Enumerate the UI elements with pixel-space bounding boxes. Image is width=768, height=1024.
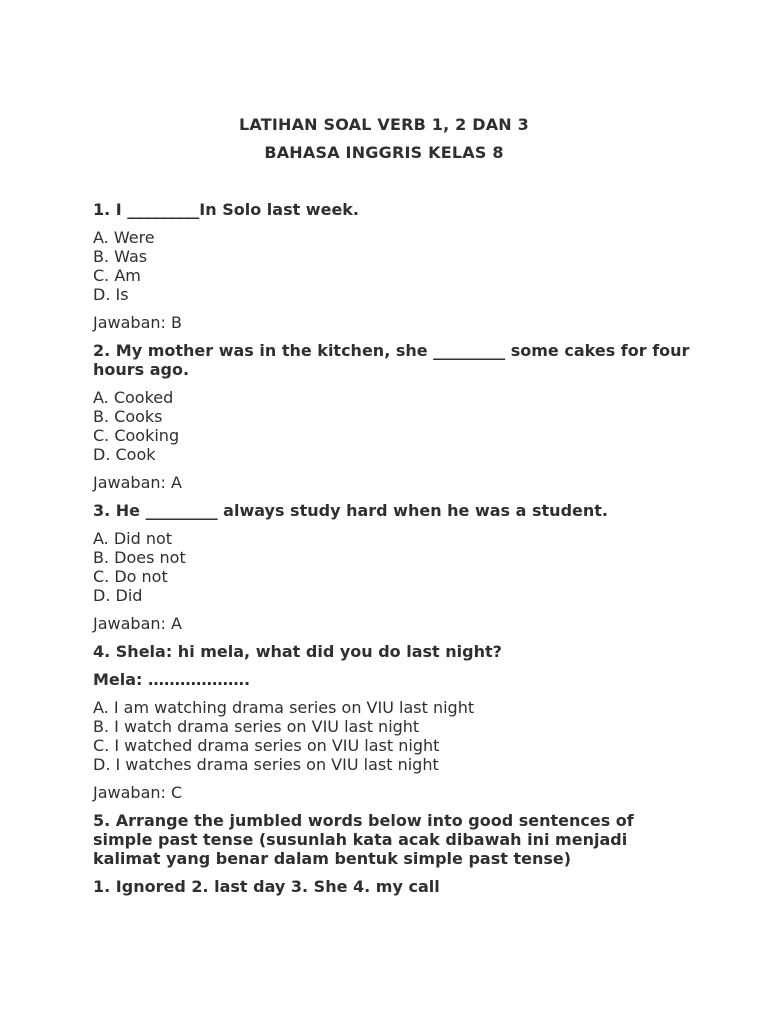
option-d: D. I watches drama series on VIU last night: [93, 755, 439, 774]
answer-key: Jawaban: C: [93, 783, 183, 802]
document-header: [0, 115, 768, 163]
option-c: C. Cooking: [93, 426, 180, 445]
option-a: A. Did not: [93, 529, 173, 548]
question-prompt: 3. He _________ always study hard when he was a student.: [93, 501, 608, 520]
question-prompt: 5. Arrange the jumbled words below into good sentences of simple past tense (susunlah kata acak dibawah ini menjadi kalimat yang benar dalam bentuk simple past tense): [93, 811, 634, 868]
option-d: D. Is: [93, 285, 129, 304]
option-a: A. Cooked: [93, 388, 174, 407]
option-a: A. Were: [93, 228, 155, 247]
question-2: [93, 341, 693, 492]
option-b: B. I watch drama series on VIU last night: [93, 717, 420, 736]
option-list: [93, 698, 693, 774]
question-5: [93, 811, 693, 896]
question-dialogue-line: Mela: ……………….: [93, 670, 251, 689]
option-c: C. I watched drama series on VIU last night: [93, 736, 440, 755]
option-list: [93, 228, 693, 304]
option-b: B. Does not: [93, 548, 186, 567]
option-list: [93, 388, 693, 464]
question-4: [93, 642, 693, 802]
option-a: A. I am watching drama series on VIU last night: [93, 698, 475, 717]
question-prompt: 1. I _________In Solo last week.: [93, 200, 360, 219]
answer-key: Jawaban: A: [93, 614, 182, 633]
question-1: [93, 200, 693, 332]
option-b: B. Cooks: [93, 407, 163, 426]
question-prompt: 4. Shela: hi mela, what did you do last night?: [93, 642, 502, 661]
question-3: [93, 501, 693, 633]
option-list: [93, 529, 693, 605]
question-prompt: 2. My mother was in the kitchen, she _________ some cakes for four hours ago.: [93, 341, 690, 379]
document-title: LATIHAN SOAL VERB 1, 2 DAN 3: [238, 115, 530, 134]
answer-key: Jawaban: A: [93, 473, 182, 492]
option-b: B. Was: [93, 247, 148, 266]
option-d: D. Cook: [93, 445, 156, 464]
answer-key: Jawaban: B: [93, 313, 182, 332]
option-c: C. Do not: [93, 567, 168, 586]
jumbled-words-item: 1. Ignored 2. last day 3. She 4. my call: [93, 877, 440, 896]
question-list: [93, 200, 693, 896]
option-c: C. Am: [93, 266, 141, 285]
option-d: D. Did: [93, 586, 143, 605]
document-subtitle: BAHASA INGGRIS KELAS 8: [264, 143, 504, 162]
